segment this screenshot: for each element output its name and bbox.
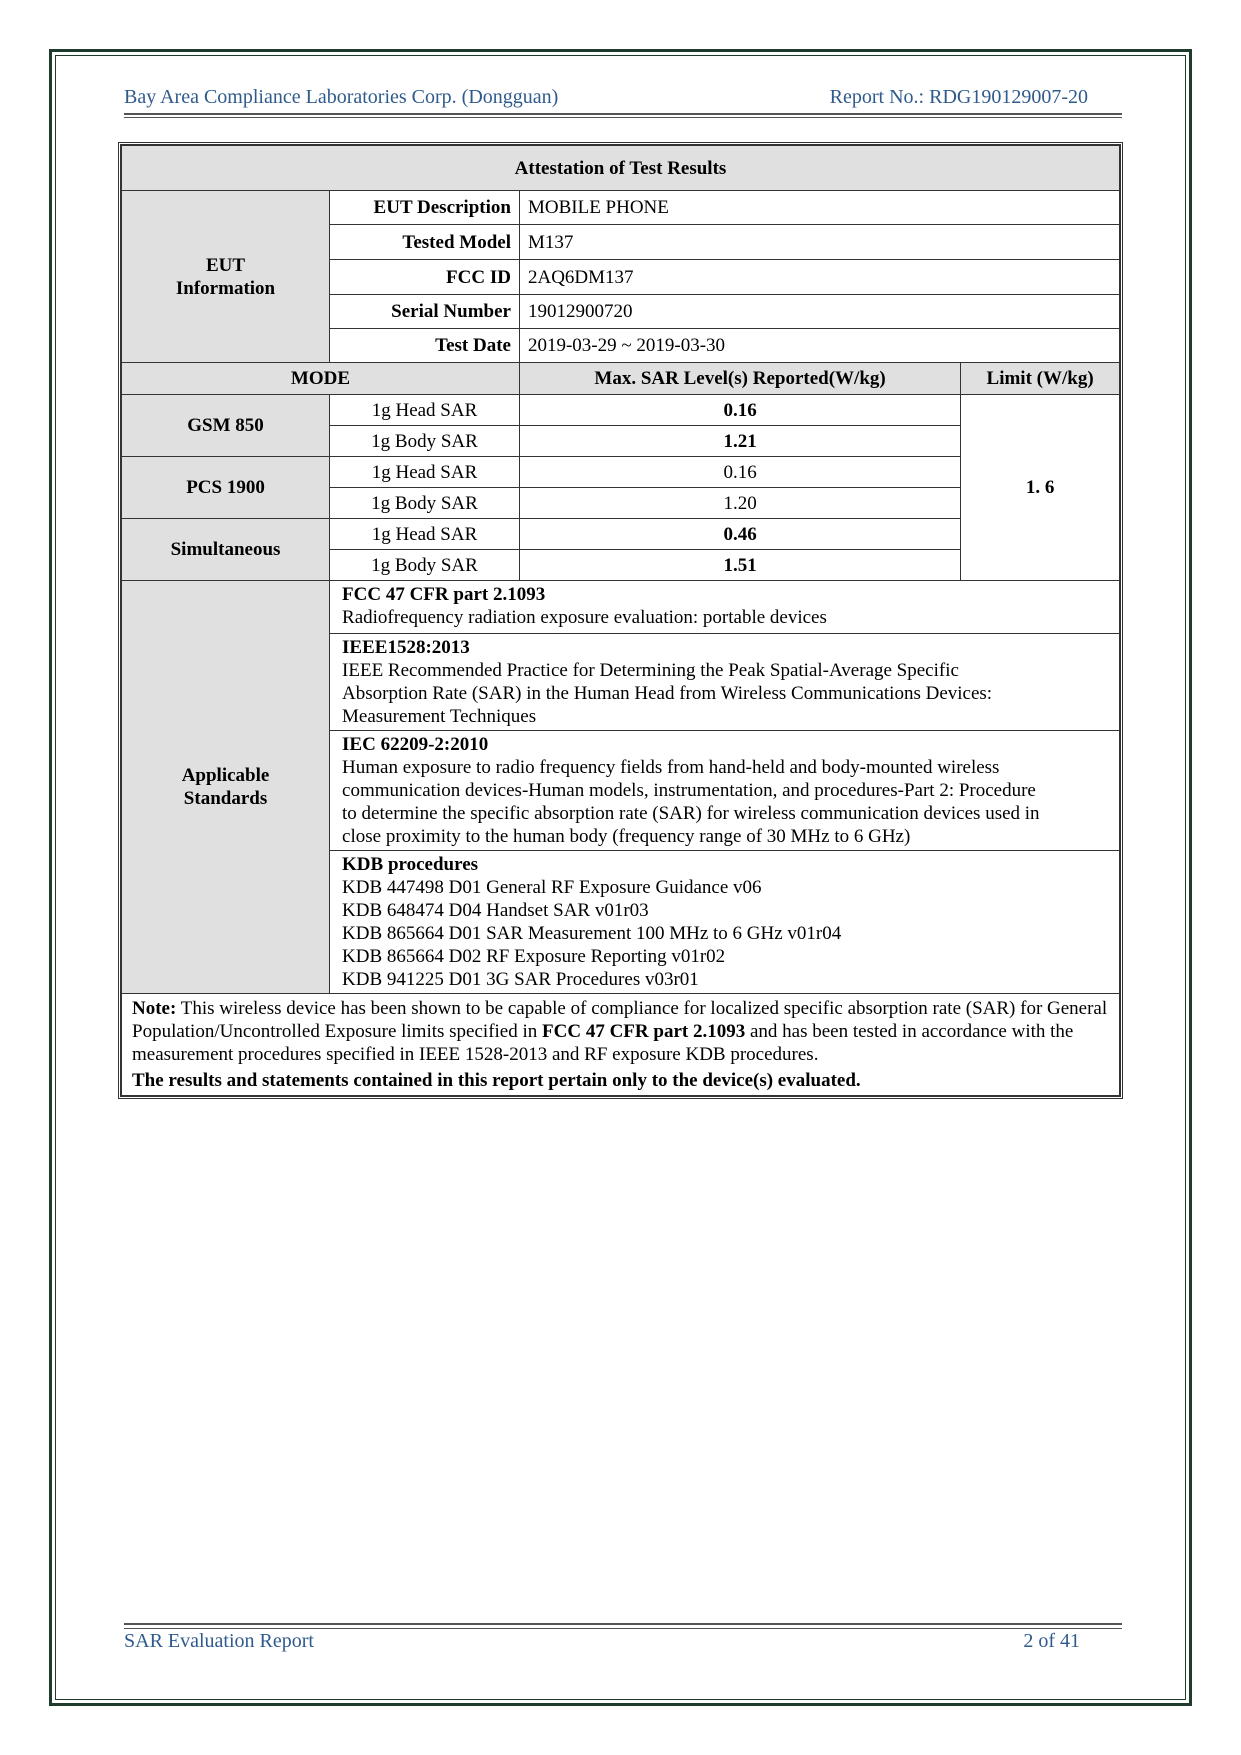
test-date-value: 2019-03-29 ~ 2019-03-30	[519, 329, 1119, 363]
note-label: Note:	[132, 998, 177, 1019]
footer-title: SAR Evaluation Report	[124, 1630, 314, 1652]
sar-value: 1.21	[519, 426, 960, 457]
header-company: Bay Area Compliance Laboratories Corp. (Dongguan)	[124, 86, 559, 108]
note-paragraph	[132, 997, 1109, 1066]
results-statement: The results and statements contained in this report pertain only to the device(s) evaluated.	[132, 1070, 861, 1091]
mode-simultaneous: Simultaneous	[122, 519, 330, 581]
note-cell	[122, 994, 1120, 1096]
sar-type: 1g Head SAR	[330, 519, 520, 550]
sar-value: 0.16	[519, 395, 960, 426]
standard-item	[330, 581, 1120, 634]
tested-model-label: Tested Model	[330, 225, 520, 260]
max-sar-header: Max. SAR Level(s) Reported(W/kg)	[519, 363, 960, 395]
standard-title: FCC 47 CFR part 2.1093	[342, 584, 546, 605]
page-header	[124, 86, 1122, 116]
fcc-id-label: FCC ID	[330, 260, 520, 295]
sar-type: 1g Body SAR	[330, 426, 520, 457]
tested-model-value: M137	[519, 225, 1119, 260]
fcc-id-value: 2AQ6DM137	[519, 260, 1119, 295]
sar-value: 1.51	[519, 550, 960, 581]
mode-pcs1900: PCS 1900	[122, 457, 330, 519]
standard-title: KDB procedures	[342, 854, 479, 875]
standard-description: Human exposure to radio frequency fields from hand-held and body-mounted wireless communication devices-Human models, instrumentation, and procedures-Part 2: Procedure to determine the specific absorption rate (SAR) for wireless communication devices used in close proximity to the human body (frequency range of 30 MHz to 6 GHz)	[342, 757, 1040, 847]
serial-number-label: Serial Number	[330, 295, 520, 329]
footer-rule	[124, 1623, 1122, 1625]
test-date-label: Test Date	[330, 329, 520, 363]
serial-number-value: 19012900720	[519, 295, 1119, 329]
standard-title: IEC 62209-2:2010	[342, 734, 489, 755]
standard-description: IEEE Recommended Practice for Determining the Peak Spatial-Average Specific Absorption Rate (SAR) in the Human Head from Wireless Communications Devices: Measurement Techniques	[342, 660, 993, 727]
sar-value: 0.16	[519, 457, 960, 488]
sar-value: 1.20	[519, 488, 960, 519]
page-footer	[124, 1630, 1122, 1660]
applicable-standards-label: Applicable Standards	[122, 581, 330, 994]
attestation-title: Attestation of Test Results	[122, 146, 1120, 191]
attestation-table	[118, 142, 1123, 1099]
note-text-2: and has been tested in accordance with the measurement procedures specified in IEEE 1528-2013 and RF exposure KDB procedures.	[132, 1021, 1074, 1065]
eut-info-label: EUT Information	[122, 191, 330, 363]
limit-value: 1. 6	[961, 395, 1120, 581]
standard-item	[330, 634, 1120, 731]
limit-header: Limit (W/kg)	[961, 363, 1120, 395]
note-reference: FCC 47 CFR part 2.1093	[542, 1021, 746, 1042]
standard-item	[330, 851, 1120, 994]
eut-description-value: MOBILE PHONE	[519, 191, 1119, 225]
standard-description: KDB 447498 D01 General RF Exposure Guidance v06 KDB 648474 D04 Handset SAR v01r03 KDB 865664 D01 SAR Measurement 100 MHz to 6 GHz v01r04 KDB 865664 D02 RF Exposure Reporting v01r02 KDB 941225 D01 3G SAR Procedures v03r01	[342, 877, 842, 990]
footer-rule-thin	[124, 1628, 1122, 1629]
header-rule	[124, 113, 1122, 115]
standard-title: IEEE1528:2013	[342, 637, 470, 658]
sar-type: 1g Head SAR	[330, 457, 520, 488]
page-number: 2 of 41	[1023, 1630, 1080, 1652]
sar-type: 1g Head SAR	[330, 395, 520, 426]
header-rule-thin	[124, 117, 1122, 118]
eut-description-label: EUT Description	[330, 191, 520, 225]
mode-gsm850: GSM 850	[122, 395, 330, 457]
mode-header: MODE	[122, 363, 520, 395]
sar-value: 0.46	[519, 519, 960, 550]
standard-description: Radiofrequency radiation exposure evaluation: portable devices	[342, 607, 827, 628]
note-text-1: This wireless device has been shown to be capable of compliance for localized specific absorption rate (SAR) for General Population/Uncontrolled Exposure limits specified in	[132, 998, 1108, 1042]
sar-type: 1g Body SAR	[330, 488, 520, 519]
sar-type: 1g Body SAR	[330, 550, 520, 581]
header-report-no: Report No.: RDG190129007-20	[829, 86, 1088, 108]
standard-item	[330, 731, 1120, 851]
